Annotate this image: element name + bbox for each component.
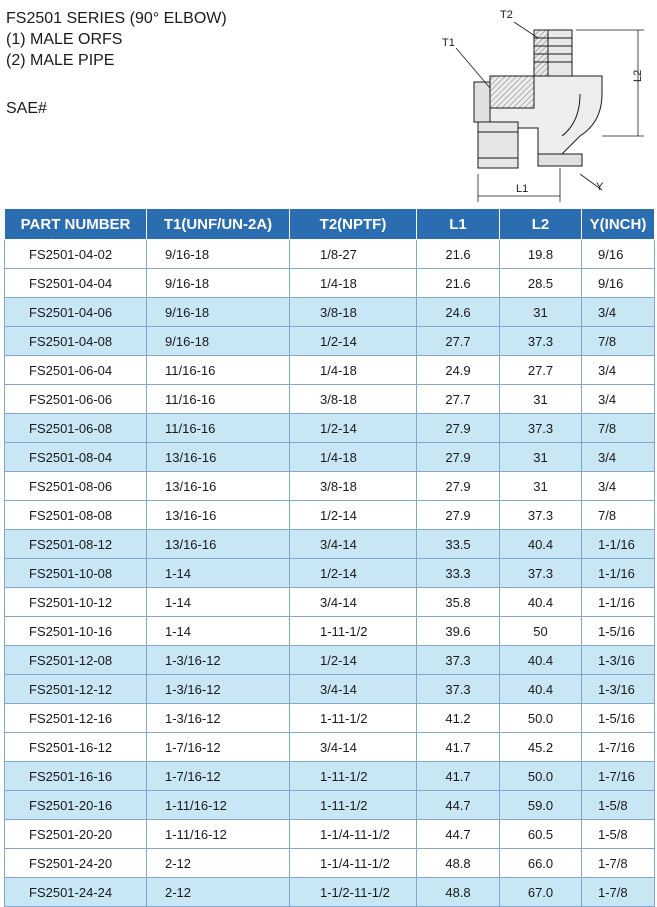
part-specs-table: [4, 208, 655, 907]
table-cell: 1-5/16: [582, 704, 655, 733]
table-cell: 44.7: [417, 820, 500, 849]
table-cell: FS2501-12-12: [5, 675, 147, 704]
table-row: [5, 240, 655, 269]
table-cell: 9/16: [582, 269, 655, 298]
table-cell: 67.0: [500, 878, 582, 907]
table-cell: 1/4-18: [290, 269, 417, 298]
table-cell: FS2501-04-02: [5, 240, 147, 269]
table-cell: 27.9: [417, 472, 500, 501]
table-cell: 1/2-14: [290, 559, 417, 588]
table-row: [5, 298, 655, 327]
table-row: [5, 791, 655, 820]
table-row: [5, 443, 655, 472]
table-cell: 3/4: [582, 356, 655, 385]
table-cell: 1/2-14: [290, 414, 417, 443]
table-cell: 19.8: [500, 240, 582, 269]
table-cell: 60.5: [500, 820, 582, 849]
table-row: [5, 617, 655, 646]
table-cell: 31: [500, 443, 582, 472]
table-cell: 24.9: [417, 356, 500, 385]
table-cell: 39.6: [417, 617, 500, 646]
table-cell: 9/16-18: [147, 269, 290, 298]
table-cell: 1-1/16: [582, 530, 655, 559]
table-cell: 1-7/16: [582, 762, 655, 791]
table-cell: 1-1/16: [582, 588, 655, 617]
table-cell: 50.0: [500, 704, 582, 733]
table-row: [5, 675, 655, 704]
table-row: [5, 559, 655, 588]
table-cell: 1/4-18: [290, 443, 417, 472]
table-cell: FS2501-16-16: [5, 762, 147, 791]
table-cell: 1-11/16-12: [147, 820, 290, 849]
table-cell: 1/4-18: [290, 356, 417, 385]
thread-t2-label: T2: [500, 9, 513, 21]
table-cell: 3/4-14: [290, 733, 417, 762]
table-cell: 3/4: [582, 472, 655, 501]
table-cell: 31: [500, 385, 582, 414]
table-cell: FS2501-12-08: [5, 646, 147, 675]
table-cell: 27.9: [417, 443, 500, 472]
header-l1: L1: [417, 209, 500, 240]
table-cell: 7/8: [582, 414, 655, 443]
table-cell: 1-7/8: [582, 849, 655, 878]
table-cell: 33.5: [417, 530, 500, 559]
table-cell: FS2501-10-12: [5, 588, 147, 617]
table-cell: FS2501-08-08: [5, 501, 147, 530]
table-cell: 1/2-14: [290, 646, 417, 675]
table-cell: 9/16-18: [147, 327, 290, 356]
table-row: [5, 414, 655, 443]
table-cell: 7/8: [582, 501, 655, 530]
table-cell: 1-7/16-12: [147, 762, 290, 791]
table-cell: FS2501-04-08: [5, 327, 147, 356]
table-cell: 1-14: [147, 588, 290, 617]
table-cell: 3/8-18: [290, 298, 417, 327]
table-cell: 1-1/16: [582, 559, 655, 588]
table-cell: FS2501-12-16: [5, 704, 147, 733]
table-cell: 48.8: [417, 849, 500, 878]
table-cell: FS2501-10-08: [5, 559, 147, 588]
thread-t1-label: T1: [442, 37, 455, 49]
table-cell: 1/2-14: [290, 501, 417, 530]
table-cell: FS2501-06-06: [5, 385, 147, 414]
table-cell: 2-12: [147, 878, 290, 907]
table-cell: 13/16-16: [147, 443, 290, 472]
table-cell: 1-7/16-12: [147, 733, 290, 762]
table-cell: 1-14: [147, 617, 290, 646]
table-cell: 33.3: [417, 559, 500, 588]
table-cell: 27.9: [417, 501, 500, 530]
series-header: [6, 8, 227, 71]
sae-label: SAE#: [6, 100, 47, 117]
end-type-1: (1) MALE ORFS: [6, 31, 123, 48]
header-t1: T1(UNF/UN-2A): [147, 209, 290, 240]
table-cell: 37.3: [417, 675, 500, 704]
header-part-number: PART NUMBER: [5, 209, 147, 240]
table-row: [5, 588, 655, 617]
table-cell: 37.3: [500, 501, 582, 530]
table-cell: 37.3: [500, 327, 582, 356]
table-cell: 13/16-16: [147, 472, 290, 501]
table-row: [5, 820, 655, 849]
header-t2: T2(NPTF): [290, 209, 417, 240]
table-cell: 45.2: [500, 733, 582, 762]
dimension-l2-label: L2: [632, 69, 644, 82]
table-cell: 1-7/8: [582, 878, 655, 907]
table-cell: 1-1/4-11-1/2: [290, 849, 417, 878]
table-cell: FS2501-24-20: [5, 849, 147, 878]
table-row: [5, 501, 655, 530]
table-cell: 11/16-16: [147, 385, 290, 414]
table-cell: 1-1/4-11-1/2: [290, 820, 417, 849]
table-cell: 41.7: [417, 733, 500, 762]
header-y: Y(INCH): [582, 209, 655, 240]
table-cell: 3/8-18: [290, 472, 417, 501]
table-body: [5, 240, 655, 907]
table-cell: 1-11-1/2: [290, 762, 417, 791]
table-cell: FS2501-04-04: [5, 269, 147, 298]
header-l2: L2: [500, 209, 582, 240]
table-cell: 27.7: [417, 385, 500, 414]
table-row: [5, 327, 655, 356]
table-cell: FS2501-24-24: [5, 878, 147, 907]
table-cell: FS2501-08-04: [5, 443, 147, 472]
table-cell: 3/4-14: [290, 588, 417, 617]
table-cell: 1-5/16: [582, 617, 655, 646]
table-cell: 1-11-1/2: [290, 704, 417, 733]
table-cell: 40.4: [500, 530, 582, 559]
table-row: [5, 472, 655, 501]
table-cell: 27.9: [417, 414, 500, 443]
table-cell: 27.7: [500, 356, 582, 385]
table-cell: 3/8-18: [290, 385, 417, 414]
table-cell: 9/16: [582, 240, 655, 269]
table-cell: 1-3/16-12: [147, 675, 290, 704]
table-header-row: [5, 209, 655, 240]
table-cell: 3/4: [582, 385, 655, 414]
table-cell: 31: [500, 472, 582, 501]
table-cell: 1-5/8: [582, 791, 655, 820]
dimension-y-label: Y: [596, 181, 604, 193]
table-cell: 21.6: [417, 269, 500, 298]
table-cell: 13/16-16: [147, 530, 290, 559]
table-cell: 37.3: [500, 414, 582, 443]
table-cell: 11/16-16: [147, 414, 290, 443]
table-cell: 3/4-14: [290, 530, 417, 559]
table-cell: 7/8: [582, 327, 655, 356]
table-cell: FS2501-06-04: [5, 356, 147, 385]
table-cell: 9/16-18: [147, 240, 290, 269]
table-cell: 1-11/16-12: [147, 791, 290, 820]
table-cell: 50: [500, 617, 582, 646]
table-cell: 1-11-1/2: [290, 617, 417, 646]
table-cell: 41.2: [417, 704, 500, 733]
table-cell: 3/4: [582, 443, 655, 472]
elbow-fitting-drawing: [430, 4, 652, 208]
table-cell: FS2501-08-12: [5, 530, 147, 559]
table-cell: 40.4: [500, 646, 582, 675]
table-cell: FS2501-20-20: [5, 820, 147, 849]
table-cell: 3/4-14: [290, 675, 417, 704]
table-cell: 1-3/16-12: [147, 646, 290, 675]
table-cell: 37.3: [500, 559, 582, 588]
table-cell: 1-14: [147, 559, 290, 588]
table-row: [5, 704, 655, 733]
table-cell: 37.3: [417, 646, 500, 675]
table-row: [5, 646, 655, 675]
table-cell: 1-5/8: [582, 820, 655, 849]
table-cell: 28.5: [500, 269, 582, 298]
table-cell: 1-3/16: [582, 675, 655, 704]
table-cell: FS2501-06-08: [5, 414, 147, 443]
table-cell: 11/16-16: [147, 356, 290, 385]
table-cell: 59.0: [500, 791, 582, 820]
table-cell: 31: [500, 298, 582, 327]
table-cell: 9/16-18: [147, 298, 290, 327]
table-cell: FS2501-20-16: [5, 791, 147, 820]
table-cell: 1-3/16: [582, 646, 655, 675]
table-cell: FS2501-04-06: [5, 298, 147, 327]
table-cell: 24.6: [417, 298, 500, 327]
table-row: [5, 878, 655, 907]
table-cell: 44.7: [417, 791, 500, 820]
table-cell: 1-7/16: [582, 733, 655, 762]
table-cell: 50.0: [500, 762, 582, 791]
table-cell: FS2501-16-12: [5, 733, 147, 762]
table-cell: 40.4: [500, 588, 582, 617]
table-cell: 1/8-27: [290, 240, 417, 269]
table-row: [5, 269, 655, 298]
end-type-2: (2) MALE PIPE: [6, 52, 115, 69]
table-cell: 2-12: [147, 849, 290, 878]
table-row: [5, 762, 655, 791]
table-row: [5, 356, 655, 385]
table-cell: FS2501-10-16: [5, 617, 147, 646]
table-cell: 35.8: [417, 588, 500, 617]
table-cell: 66.0: [500, 849, 582, 878]
table-cell: 21.6: [417, 240, 500, 269]
table-cell: 13/16-16: [147, 501, 290, 530]
table-row: [5, 733, 655, 762]
table-cell: 27.7: [417, 327, 500, 356]
table-cell: 1-1/2-11-1/2: [290, 878, 417, 907]
table-cell: 1/2-14: [290, 327, 417, 356]
table-cell: 1-3/16-12: [147, 704, 290, 733]
table-row: [5, 530, 655, 559]
table-cell: 48.8: [417, 878, 500, 907]
table-row: [5, 849, 655, 878]
table-cell: FS2501-08-06: [5, 472, 147, 501]
table-row: [5, 385, 655, 414]
table-cell: 41.7: [417, 762, 500, 791]
dimension-l1-label: L1: [516, 183, 529, 195]
series-title: FS2501 SERIES (90° ELBOW): [6, 10, 227, 27]
table-cell: 1-11-1/2: [290, 791, 417, 820]
table-cell: 40.4: [500, 675, 582, 704]
table-cell: 3/4: [582, 298, 655, 327]
